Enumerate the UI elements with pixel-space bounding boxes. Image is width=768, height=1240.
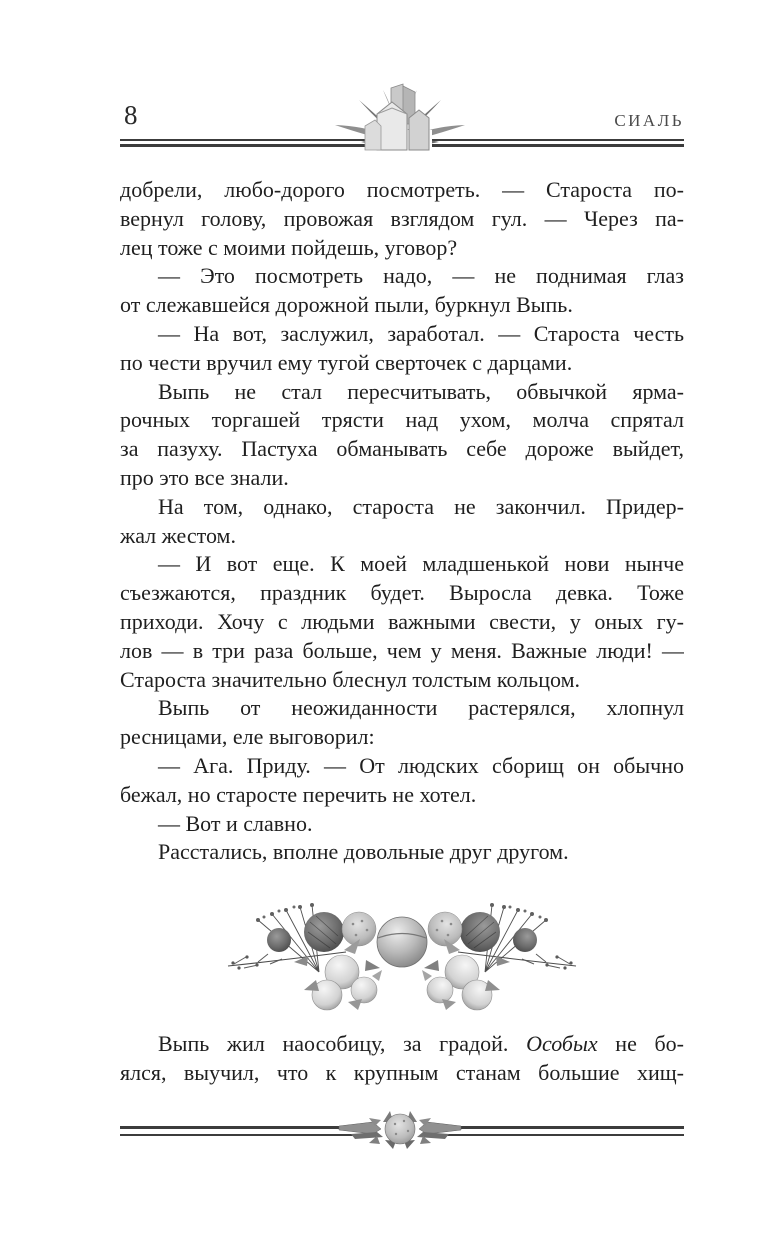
header-crystal-ornament — [325, 80, 475, 152]
text-line: — Ага. Приду. — От людских сборищ он обычно — [158, 752, 684, 778]
text-line: — Вот и славно. — [158, 810, 313, 836]
text-line: Выпь от неожиданности растерялся, хлопнул — [158, 695, 684, 721]
text-line: Выпь жил наособицу, за градой. Особых не бо- — [158, 1031, 684, 1056]
body-text-block — [120, 176, 684, 867]
text-line: рочных торгашей трясти над ухом, молча спрятал — [120, 407, 684, 433]
text-line: Выпь не стал пересчитывать, обвычкой ярма- — [158, 378, 684, 404]
italic-word: Особых — [526, 1031, 598, 1056]
text-line: от слежавшейся дорожной пыли, буркнул Выпь. — [120, 292, 573, 318]
text-line: добрели, любо-дорого посмотреть. — Староста по- — [120, 177, 684, 202]
tail-text-block — [120, 1030, 684, 1088]
footer-sphere-ornament — [325, 1106, 475, 1154]
text-line: про это все знали. — [120, 464, 289, 490]
text-line: вернул голову, провожая взглядом гул. — Через па- — [120, 205, 684, 231]
section-divider-ornament — [224, 902, 580, 1014]
text-line: ресницами, еле выговорил: — [120, 724, 375, 750]
text-line: — Это посмотреть надо, — не поднимая глаз — [158, 263, 684, 289]
text-line: Расстались, вполне довольные друг другом. — [158, 839, 569, 865]
text-line: ялся, выучил, что к крупным станам большие хищ- — [120, 1059, 684, 1085]
text-line: лов — в три раза больше, чем у меня. Важные люди! — — [120, 637, 684, 663]
text-line: за пазуху. Пастуха обманывать себе дороже выйдет, — [120, 436, 684, 462]
text-line: На том, однако, староста не закончил. Придер- — [158, 493, 684, 519]
text-line: съезжаются, праздник будет. Выросла девка. Тоже — [120, 580, 684, 606]
text-line: приходи. Хочу с людьми важными свести, у оных гу- — [120, 608, 684, 634]
text-line: по чести вручил ему тугой сверточек с дарцами. — [120, 349, 573, 375]
text-line: — На вот, заслужил, заработал. — Староста честь — [158, 320, 684, 346]
text-line: жал жестом. — [120, 522, 236, 548]
text-line: лец тоже с моими пойдешь, уговор? — [120, 234, 458, 260]
text-line: — И вот еще. К моей младшенькой нови нынче — [158, 551, 684, 577]
text-line: Староста значительно блеснул толстым кольцом. — [120, 666, 580, 692]
running-title: СИАЛЬ — [614, 111, 684, 130]
page-number: 8 — [124, 100, 138, 130]
text-line: бежал, но старосте перечить не хотел. — [120, 781, 477, 807]
